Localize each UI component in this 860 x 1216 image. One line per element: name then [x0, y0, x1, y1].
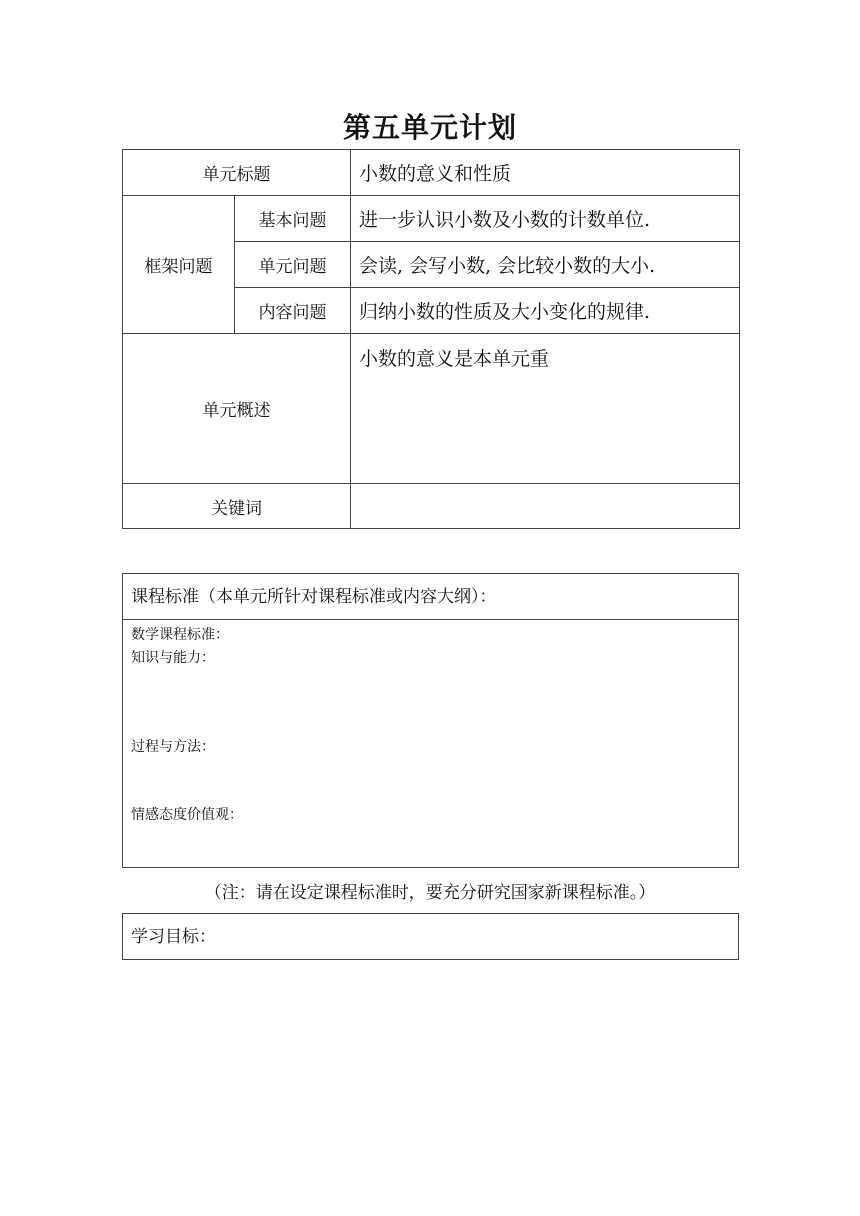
standards-header: 课程标准（本单元所针对课程标准或内容大纲）：: [123, 574, 738, 620]
table-row: [123, 196, 740, 242]
page-title: 第五单元计划: [342, 111, 517, 144]
curriculum-standards-box: [122, 573, 739, 868]
learning-goals-label: 学习目标：: [131, 927, 216, 947]
overview-label: 单元概述: [123, 334, 351, 484]
math-standard-label: 数学课程标准：: [131, 627, 229, 643]
learning-goals-box: [122, 913, 739, 960]
unit-plan-table: [122, 149, 740, 529]
emotion-values-label: 情感态度价值观：: [131, 807, 243, 823]
overview-value: 小数的意义是本单元重: [351, 334, 740, 484]
table-row: [123, 150, 740, 196]
unit-question-value: 会读, 会写小数, 会比较小数的大小.: [351, 242, 740, 288]
content-question-value: 归纳小数的性质及大小变化的规律.: [351, 288, 740, 334]
process-method-label: 过程与方法：: [131, 739, 215, 755]
table-row: [123, 334, 740, 484]
unit-question-label: 单元问题: [235, 242, 351, 288]
basic-question-label: 基本问题: [235, 196, 351, 242]
unit-title-label: 单元标题: [123, 150, 351, 196]
unit-title-value: 小数的意义和性质: [351, 150, 740, 196]
basic-question-value: 进一步认识小数及小数的计数单位.: [351, 196, 740, 242]
knowledge-ability-label: 知识与能力：: [131, 650, 215, 666]
keywords-label: 关键词: [123, 484, 351, 529]
table-row: [123, 484, 740, 529]
keywords-value: [351, 484, 740, 529]
framework-label: 框架问题: [123, 196, 235, 334]
content-question-label: 内容问题: [235, 288, 351, 334]
standards-note: （注：请在设定课程标准时，要充分研究国家新课程标准。）: [204, 883, 656, 903]
